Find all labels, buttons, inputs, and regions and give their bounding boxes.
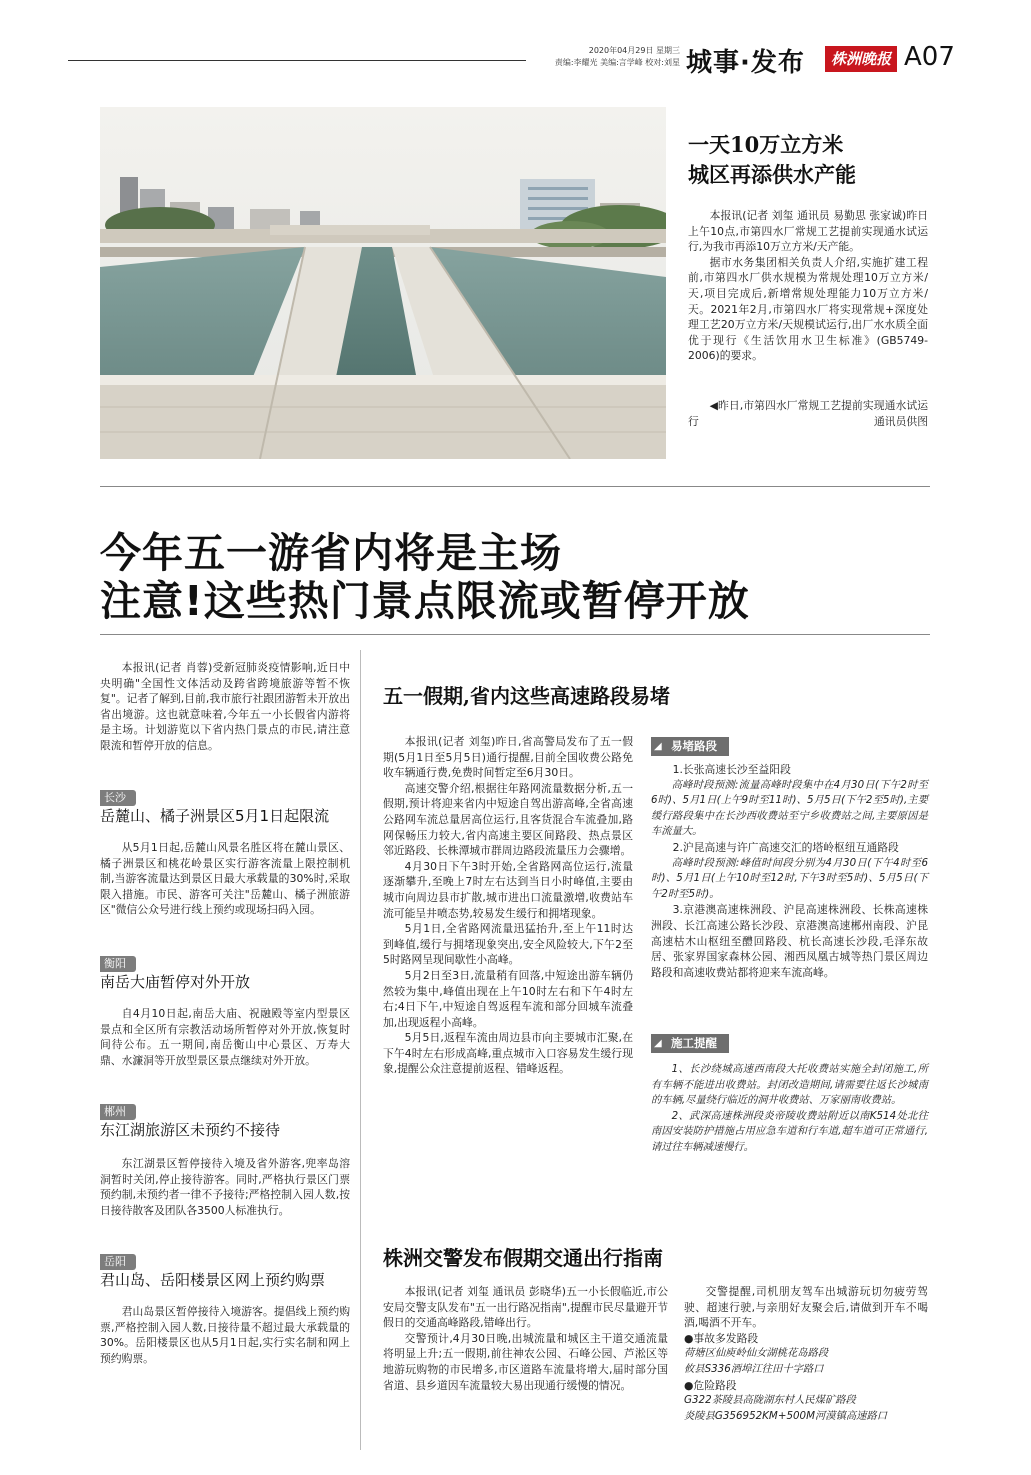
highway-para-2: 高速交警介绍,根据往年路网流量数据分析,五一假期,预计将迎来省内中短途自驾出游高峰,全省高速公路网车流总量居高位运行,且客货混合车流叠加,路网保畅压力较大,省内高速主要区间路段、热点景区邻近路段、长株潭城市群周边路段流量压力会骤增。 bbox=[383, 781, 633, 858]
water-plant-illustration bbox=[100, 107, 666, 459]
water-plant-photo bbox=[100, 107, 666, 459]
hengyang-text: 自4月10日起,南岳大庙、祝融殿等室内型景区景点和全区所有宗教活动场所暂停对外开放,恢复时间待公布。五一期间,南岳衡山中心景区、万寿大鼎、水濂洞等开放型景区景点继续对外开放。 bbox=[100, 1007, 350, 1067]
photo-caption bbox=[688, 398, 928, 429]
chenzhou-body bbox=[100, 1156, 350, 1218]
issue-date: 2020年04月29日 星期三 bbox=[588, 46, 680, 55]
zhuzhou-para-3: 交警提醒,司机朋友驾车出城游玩切勿疲劳驾驶、超速行驶,与亲朋好友聚会后,请做到开车不喝酒,喝酒不开车。 bbox=[684, 1285, 928, 1330]
water-title-line2: 城区再添供水产能 bbox=[688, 162, 856, 187]
zhuzhou-para-1: 本报讯(记者 刘玺 通讯员 彭晓华)五一小长假临近,市公安局交警支队发布"五一出行路况指南",提醒市民尽量避开节假日的交通高峰路段,错峰出行。 bbox=[383, 1285, 668, 1330]
accident-road-2: 攸县S336酒埠江往田十字路口 bbox=[684, 1362, 824, 1375]
changsha-headline: 岳麓山、橘子洲景区5月1日起限流 bbox=[100, 807, 330, 825]
chenzhou-headline: 东江湖旅游区未预约不接待 bbox=[100, 1121, 281, 1139]
congestion-item1-detail: 高峰时段预测:流量高峰时段集中在4月30日(下午2时至6时)、5月1日(上午9时至11时)、5月5日(下午2至5时),主要缓行路段集中在长沙西收费站至宁乡收费站之间,主要原因是车流量大。 bbox=[651, 778, 928, 838]
headline-line-1: 今年五一游省内将是主场 bbox=[100, 529, 562, 577]
water-title-line1: 一天10万立方米 bbox=[688, 132, 844, 157]
danger-road-2: 炎陵县G356952KM+500M河漠镇高速路口 bbox=[684, 1409, 888, 1422]
highway-para-5: 5月2日至3日,流量稍有回落,中短途出游车辆仍然较为集中,峰值出现在上午10时左右和下午4时左右;4日下午,中短途自驾返程车流和部分回城车流叠加,出现返程小高峰。 bbox=[383, 968, 633, 1029]
caption-text: ◀昨日,市第四水厂常规工艺提前实现通水试运行 bbox=[688, 399, 928, 428]
city-tag-hengyang: 衡阳 bbox=[100, 956, 136, 972]
highway-para-3: 4月30日下午3时开始,全省路网高位运行,流量逐渐攀升,至晚上7时左右达到当日小时峰值,主要由城市向周边县市扩散,城市进出口流量激增,收费站车流可能呈井喷态势,较易发生缓行和拥堵现象。 bbox=[383, 859, 633, 920]
yueyang-body bbox=[100, 1304, 350, 1366]
changsha-body bbox=[100, 840, 350, 918]
changsha-text: 从5月1日起,岳麓山风景名胜区将在麓山景区、橘子洲景区和桃花岭景区实行游客流量上限控制机制,当游客流量达到景区日最大承载量的30%时,采取限入措施。市民、游客可关注"岳麓山、橘子洲旅游区"微信公众号进行线上预约或现场扫码入园。 bbox=[100, 841, 350, 917]
tourism-intro bbox=[100, 660, 350, 754]
newspaper-logo: 株洲晚报 bbox=[825, 46, 897, 72]
city-tag-changsha: 长沙 bbox=[100, 790, 136, 806]
section-title: 城事·发布 bbox=[686, 48, 805, 78]
zhuzhou-col-1 bbox=[383, 1284, 668, 1393]
hengyang-body bbox=[100, 1006, 350, 1068]
arrow-icon: ◢ bbox=[654, 741, 662, 752]
chenzhou-text: 东江湖景区暂停接待入境及省外游客,兜率岛溶洞暂时关闭,停止接待游客。同时,严格执行景区门票预约制,未预约者一律不予接待;严格控制入园人数,按日接待散客及团队各3500人标准执行。 bbox=[100, 1157, 350, 1217]
congestion-item1-title: 1.长张高速长沙至益阳段 bbox=[672, 763, 791, 776]
headline-top-rule bbox=[100, 486, 930, 487]
hengyang-headline: 南岳大庙暂停对外开放 bbox=[100, 973, 251, 991]
water-para-2: 据市水务集团相关负责人介绍,实施扩建工程前,市第四水厂供水规模为常规处理10万立方米/天,项目完成后,新增常规处理能力10万立方米/天。2021年2月,市第四水厂将实现常规+深度处理工艺20万立方米/天规模试运行,出厂水水质全面优于现行《生活饮用水卫生标准》(GB5749-2006)的要求。 bbox=[688, 255, 928, 363]
congestion-item2-detail: 高峰时段预测:峰值时间段分别为4月30日(下午4时至6时)、5月1日(上午10时至12时,下午3时至5时)、5月5日(下午2时至5时)。 bbox=[651, 856, 928, 900]
tourism-intro-text: 本报讯(记者 肖蓉)受新冠肺炎疫情影响,近日中央明确"全国性文体活动及跨省跨境旅游等暂不恢复"。记者了解到,目前,我市旅行社跟团游暂未开放出省出境游。这也就意味着,今年五一小长假省内游将是主场。计划游览以下省内热门景点的市民,请注意限流和暂停开放的信息。 bbox=[100, 661, 350, 752]
headline-line-2: 注意!这些热门景点限流或暂停开放 bbox=[100, 577, 750, 625]
construction-body bbox=[651, 1062, 928, 1156]
water-story-body bbox=[688, 208, 928, 364]
congestion-item2-title: 2.沪昆高速与许广高速交汇的塔岭枢纽互通路段 bbox=[672, 840, 899, 854]
zhuzhou-story-title: 株洲交警发布假期交通出行指南 bbox=[383, 1246, 663, 1270]
accident-label: ●事故多发路段 bbox=[684, 1331, 759, 1345]
highway-para-1: 本报讯(记者 刘玺)昨日,省高警局发布了五一假期(5月1日至5月5日)通行提醒,目前全国收费公路免收车辆通行费,免费时间暂定至6月30日。 bbox=[383, 735, 633, 780]
congestion-label-text: 易堵路段 bbox=[671, 739, 717, 753]
headline-bottom-rule bbox=[100, 634, 930, 635]
yueyang-headline: 君山岛、岳阳楼景区网上预约购票 bbox=[100, 1271, 326, 1289]
yueyang-text: 君山岛景区暂停接待入境游客。提倡线上预约购票,严格控制入园人数,日接待量不超过最大承载量的30%。岳阳楼景区也从5月1日起,实行实名制和网上预约购票。 bbox=[100, 1305, 350, 1365]
header-rule bbox=[68, 60, 526, 61]
danger-road-1: G322茶陵县高陇湖东村人民煤矿路段 bbox=[684, 1394, 856, 1407]
construction-label-text: 施工提醒 bbox=[671, 1036, 717, 1050]
congestion-body bbox=[651, 762, 928, 980]
arrow-icon: ◢ bbox=[654, 1038, 662, 1049]
photo-credit: 通讯员供图 bbox=[874, 414, 928, 428]
congestion-item3: 3.京港澳高速株洲段、沪昆高速株洲段、长株高速株洲段、长江高速公路长沙段、京港澳高速郴州南段、沪昆高速枯木山枢纽至醴回路段、杭长高速长沙段,毛泽东故居、张家界国家森林公园、湘西凤凰古城等热门景区周边路段和高速收费站都将迎来车流高峰。 bbox=[651, 903, 928, 979]
city-tag-chenzhou: 郴州 bbox=[100, 1104, 136, 1120]
congestion-label bbox=[651, 737, 729, 756]
danger-label: ●危险路段 bbox=[684, 1378, 737, 1392]
highway-para-6: 5月5日,返程车流由周边县市向主要城市汇聚,在下午4时左右形成高峰,重点城市入口容易发生缓行现象,提醒公众注意提前返程、错峰返程。 bbox=[383, 1031, 633, 1076]
zhuzhou-col-2 bbox=[684, 1284, 928, 1424]
staff-credits: 责编:李耀光 美编:言学峰 校对:刘星 bbox=[554, 58, 680, 67]
page-number: A07 bbox=[904, 42, 955, 72]
highway-story-body bbox=[383, 734, 633, 1077]
construction-label bbox=[651, 1034, 729, 1053]
water-para-1: 本报讯(记者 刘玺 通讯员 易勤思 张家诚)昨日上午10点,市第四水厂常规工艺提前实现通水试运行,为我市再添10万立方米/天产能。 bbox=[688, 209, 928, 254]
construction-item1: 1、长沙绕城高速西南段大托收费站实施全封闭施工,所有车辆不能进出收费站。封闭改造期间,请需要往返长沙城南的车辆,尽量绕行临近的洞井收费站、万家丽南收费站。 bbox=[651, 1063, 928, 1107]
highway-para-4: 5月1日,全省路网流量迅猛抬升,至上午11时达到峰值,缓行与拥堵现象突出,安全风险较大,下午2至5时路网呈现间歇性小高峰。 bbox=[383, 922, 633, 967]
water-story-title bbox=[688, 130, 856, 190]
highway-story-title: 五一假期,省内这些高速路段易堵 bbox=[383, 684, 670, 708]
accident-road-1: 荷塘区仙庾岭仙女湖桃花岛路段 bbox=[684, 1347, 829, 1360]
construction-item2: 2、武深高速株洲段炎帝陵收费站附近以南K514处北往南因安装防护措施占用应急车道和行车道,超车道可正常通行,请过往车辆减速慢行。 bbox=[651, 1109, 928, 1153]
zhuzhou-para-2: 交警预计,4月30日晚,出城流量和城区主干道交通流量将明显上升;五一假期,前往神农公园、石峰公园、芦淞区等地游玩购物的市民增多,市区道路车流量将增大,届时部分国省道、县乡道因车流量较大易出现通行缓慢的情况。 bbox=[383, 1331, 668, 1392]
city-tag-yueyang: 岳阳 bbox=[100, 1254, 136, 1270]
column-divider bbox=[360, 650, 361, 1450]
